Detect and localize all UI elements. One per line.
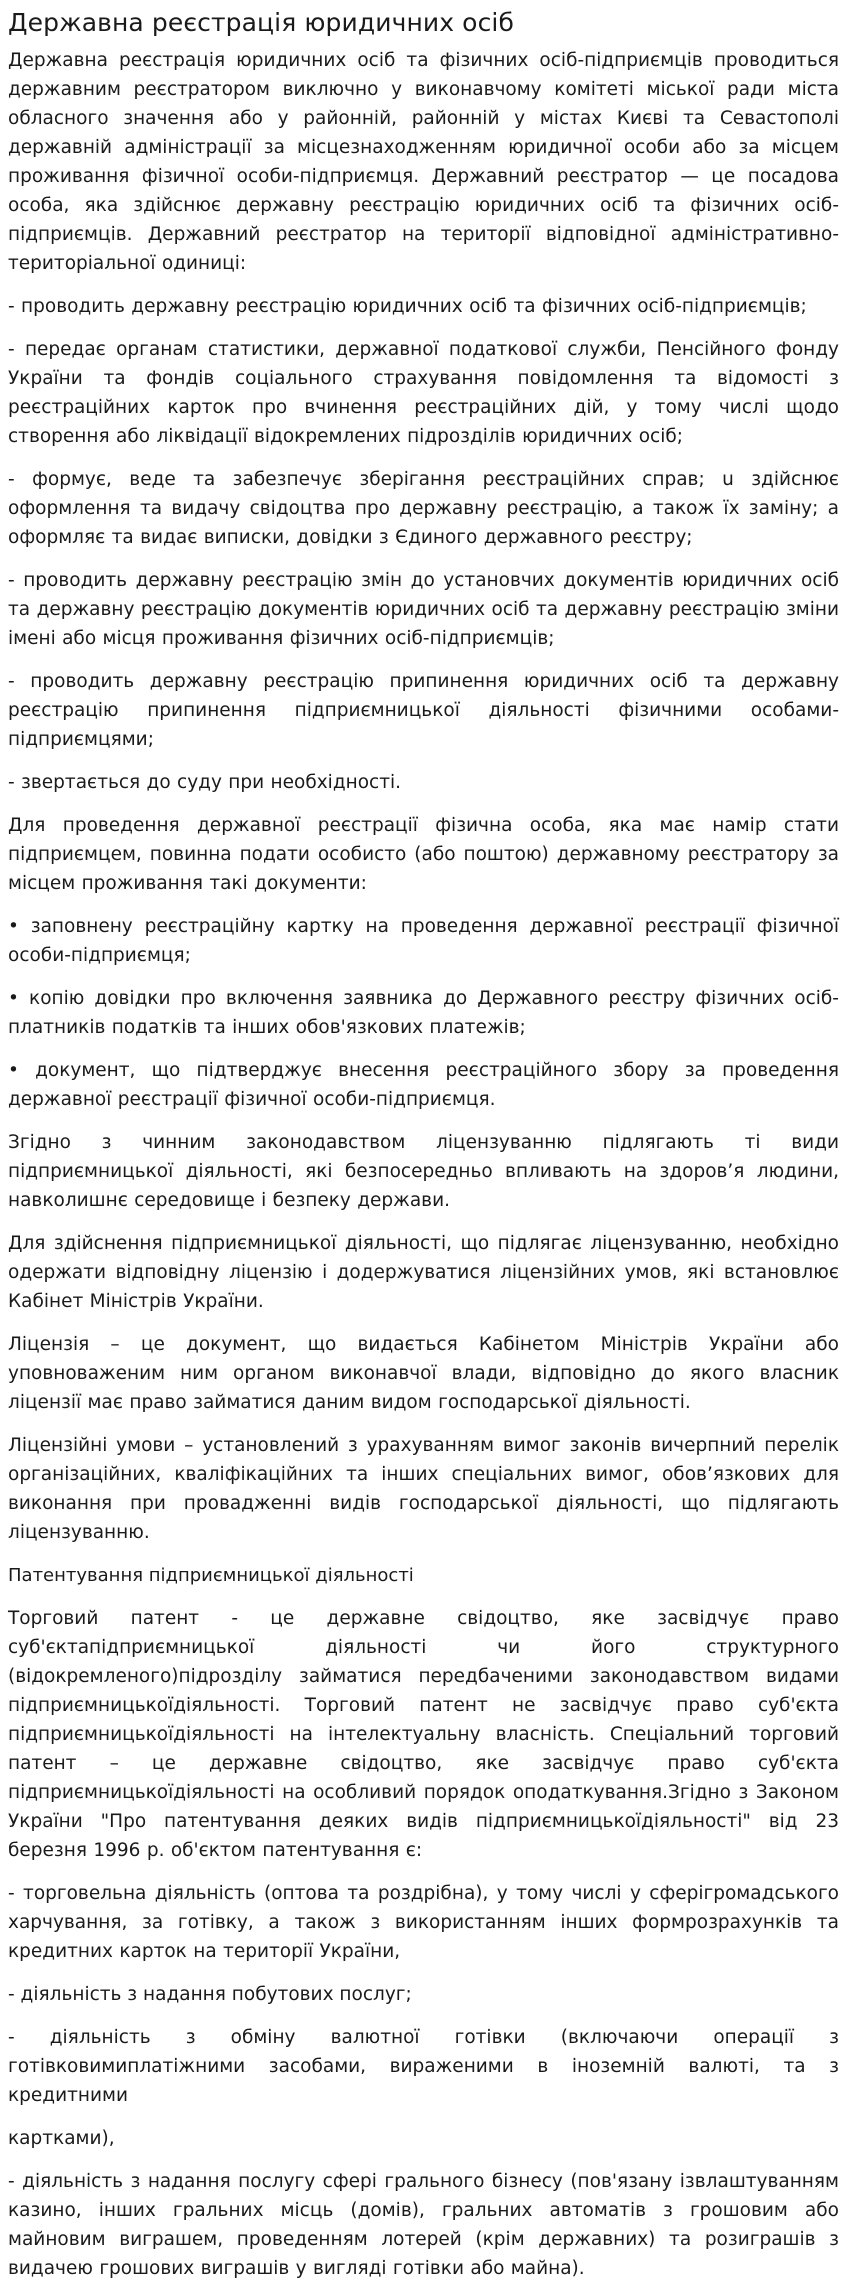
body-paragraph: Торговий патент - це державне свідоцтво, яке засвідчує право суб'єктапідприємницької діяльності чи його структурного (відокремленого)підрозділу займатися передбаченими законодавством видами підприємницькоїдіяльності. Торговий патент не засвідчує право суб'єкта підприємницькоїдіяльності на інтелектуальну власність. Спеціальний торговий патент – це державне свідоцтво, яке засвідчує право суб'єкта підприємницькоїдіяльності на особливий порядок оподаткування.Згідно з Законом України "Про патентування деяких видів підприємницькоїдіяльності" від 23 березня 1996 р. об'єктом патентування є: <box>8 1608 839 1861</box>
list-item: - звертається до суду при необхідності. <box>8 772 401 793</box>
body-paragraph: Ліцензійні умови – установлений з урахуванням вимог законів вичерпний перелік організаційних, кваліфікаційних та інших спеціальних вимог, обов’язкових для виконання при провадженні видів господарської діяльності, що підлягають ліцензуванню. <box>8 1435 839 1543</box>
list-item: - проводить державну реєстрацію змін до установчих документів юридичних осіб та державну реєстрацію документів юридичних осіб та державну реєстрацію зміни імені або місця проживання фізичних осіб-підприємців; <box>8 570 839 649</box>
list-item: - проводить державну реєстрацію юридичних осіб та фізичних осіб-підприємців; <box>8 296 807 317</box>
list-item: - проводить державну реєстрацію припинення юридичних осіб та державну реєстрацію припинення підприємницької діяльності фізичними особами-підприємцями; <box>8 671 839 750</box>
page-title: Державна реєстрація юридичних осіб <box>8 8 514 37</box>
list-item: - формує, веде та забезпечує зберігання реєстраційних справ; u здійснює оформлення та видачу свідоцтва про державну реєстрацію, а також їх заміну; а оформляє та видає виписки, довідки з Єдиного державного реєстру; <box>8 469 839 548</box>
list-item: • документ, що підтверджує внесення реєстраційного збору за проведення державної реєстрації фізичної особи-підприємця. <box>8 1060 839 1110</box>
list-item: - діяльність з надання побутових послуг; <box>8 1984 412 2005</box>
body-paragraph: Для здійснення підприємницької діяльності, що підлягає ліцензуванню, необхідно одержати відповідну ліцензію і додержуватися ліцензійних умов, які встановлює Кабінет Міністрів України. <box>8 1233 839 1312</box>
section-subheading: Патентування підприємницької діяльності <box>8 1565 414 1586</box>
intro-paragraph: Державна реєстрація юридичних осіб та фізичних осіб-підприємців проводиться державним реєстратором виключно у виконавчому комітеті міської ради міста обласного значення або у районній, районній у містах Києві та Севастополі державній адміністрації за місцезнаходженням юридичної особи або за місцем проживання фізичної особи-підприємця. Державний реєстратор — це посадова особа, яка здійснює державну реєстрацію юридичних осіб та фізичних осіб-підприємців. Державний реєстратор на території відповідної адміністративно-територіальної одиниці: <box>8 50 839 274</box>
list-item-continuation: картками), <box>8 2128 115 2149</box>
body-paragraph: Ліцензія – це документ, що видається Кабінетом Міністрів України або уповноваженим ним органом виконавчої влади, відповідно до якого власник ліцензії має право займатися даним видом господарської діяльності. <box>8 1334 839 1413</box>
list-item: - діяльність з обміну валютної готівки (включаючи операції з готівковимиплатіжними засобами, вираженими в іноземній валюті, та з кредитними <box>8 2027 839 2106</box>
list-item: • копію довідки про включення заявника до Державного реєстру фізичних осіб-платників податків та інших обов'язкових платежів; <box>8 988 839 1038</box>
body-paragraph: Для проведення державної реєстрації фізична особа, яка має намір стати підприємцем, повинна подати особисто (або поштою) державному реєстратору за місцем проживання такі документи: <box>8 815 839 894</box>
body-paragraph: Згідно з чинним законодавством ліцензуванню підлягають ті види підприємницької діяльності, які безпосередньо впливають на здоров’я людини, навколишнє середовище і безпеку держави. <box>8 1132 839 1211</box>
list-item: - діяльність з надання послугу сфері грального бізнесу (пов'язану ізвлаштуванням казино, інших гральних місць (домів), гральних автоматів з грошовим або майновим виграшем, проведенням лотерей (крім державних) та розиграшів з видачею грошових виграшів у вигляді готівки або майна). <box>8 2171 839 2279</box>
list-item: • заповнену реєстраційну картку на проведення державної реєстрації фізичної особи-підприємця; <box>8 916 839 966</box>
list-item: - торговельна діяльність (оптова та роздрібна), у тому числі у сферігромадського харчування, за готівку, а також з використанням інших формрозрахунків та кредитних карток на території України, <box>8 1883 839 1962</box>
list-item: - передає органам статистики, державної податкової служби, Пенсійного фонду України та фондів соціального страхування повідомлення та відомості з реєстраційних карток про вчинення реєстраційних дій, у тому числі щодо створення або ліквідації відокремлених підрозділів юридичних осіб; <box>8 339 839 447</box>
